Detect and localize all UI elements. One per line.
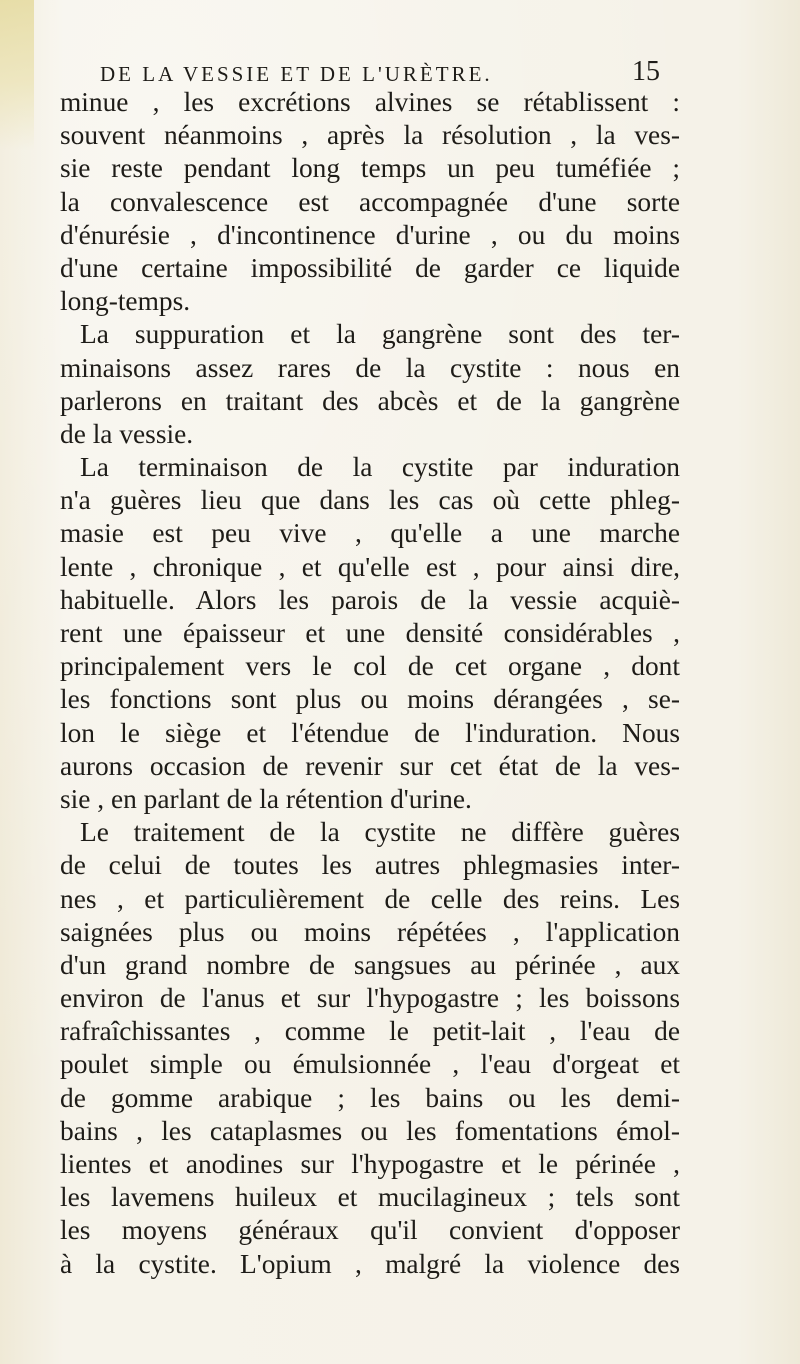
text-line: sie reste pendant long temps un peu tuméfiée ;	[60, 153, 680, 184]
page-number: 15	[632, 56, 660, 87]
text-line: saignées plus ou moins répétées , l'application	[60, 916, 680, 947]
text-line: rafraîchissantes , comme le petit-lait , l'eau de	[60, 1016, 680, 1047]
page-edge-stain	[0, 0, 34, 150]
text-line: de la vessie.	[60, 418, 194, 449]
text-line: habituelle. Alors les parois de la vessie acquiè-	[60, 584, 680, 615]
text-line: de gomme arabique ; les bains ou les demi-	[60, 1082, 680, 1113]
text-line: de celui de toutes les autres phlegmasies inter-	[60, 850, 680, 881]
text-line: d'énurésie , d'incontinence d'urine , ou du moins	[60, 219, 680, 250]
text-line: lientes et anodines sur l'hypogastre et le périnée ,	[60, 1149, 680, 1179]
text-line: les fonctions sont plus ou moins dérangées , se-	[60, 684, 680, 715]
running-head: DE LA VESSIE ET DE L'URÈTRE.	[100, 62, 493, 86]
text-line: lon le siège et l'étendue de l'induration. Nous	[60, 717, 680, 748]
text-line: parlerons en traitant des abcès et de la gangrène	[60, 385, 680, 416]
text-line: la convalescence est accompagnée d'une sorte	[60, 186, 680, 217]
body-text	[60, 86, 680, 1281]
paragraph-start-line: Le traitement de la cystite ne diffère guères	[80, 817, 680, 848]
text-line: rent une épaisseur et une densité considérables ,	[60, 618, 680, 648]
text-line: les moyens généraux qu'il convient d'opposer	[60, 1215, 680, 1246]
text-line: principalement vers le col de cet organe , dont	[60, 651, 680, 682]
text-line: nes , et particulièrement de celle des reins. Les	[60, 883, 680, 914]
text-line: aurons occasion de revenir sur cet état de la ves-	[60, 750, 680, 781]
text-line: les lavemens huileux et mucilagineux ; tels sont	[60, 1182, 680, 1213]
text-line: n'a guères lieu que dans les cas où cette phleg-	[60, 485, 680, 516]
text-line: minaisons assez rares de la cystite : nous en	[60, 352, 680, 383]
paragraph-start-line: La terminaison de la cystite par induration	[80, 452, 680, 483]
text-line: d'un grand nombre de sangsues au périnée , aux	[60, 949, 680, 980]
text-line: bains , les cataplasmes ou les fomentations émol-	[60, 1115, 680, 1146]
text-line: environ de l'anus et sur l'hypogastre ; les boissons	[60, 983, 680, 1014]
text-line: à la cystite. L'opium , malgré la violence des	[60, 1248, 680, 1279]
text-line: long-temps.	[60, 286, 191, 317]
text-line: lente , chronique , et qu'elle est , pour ainsi dire,	[60, 551, 680, 582]
text-line: souvent néanmoins , après la résolution , la ves-	[60, 120, 680, 151]
text-line: poulet simple ou émulsionnée , l'eau d'orgeat et	[60, 1049, 680, 1080]
paragraph-start-line: La suppuration et la gangrène sont des ter-	[80, 319, 680, 350]
text-line: masie est peu vive , qu'elle a une marche	[60, 518, 680, 549]
text-line: minue , les excrétions alvines se rétablissent :	[60, 87, 680, 117]
text-line: d'une certaine impossibilité de garder ce liquide	[60, 252, 680, 283]
text-line: sie , en parlant de la rétention d'urine.	[60, 783, 472, 814]
